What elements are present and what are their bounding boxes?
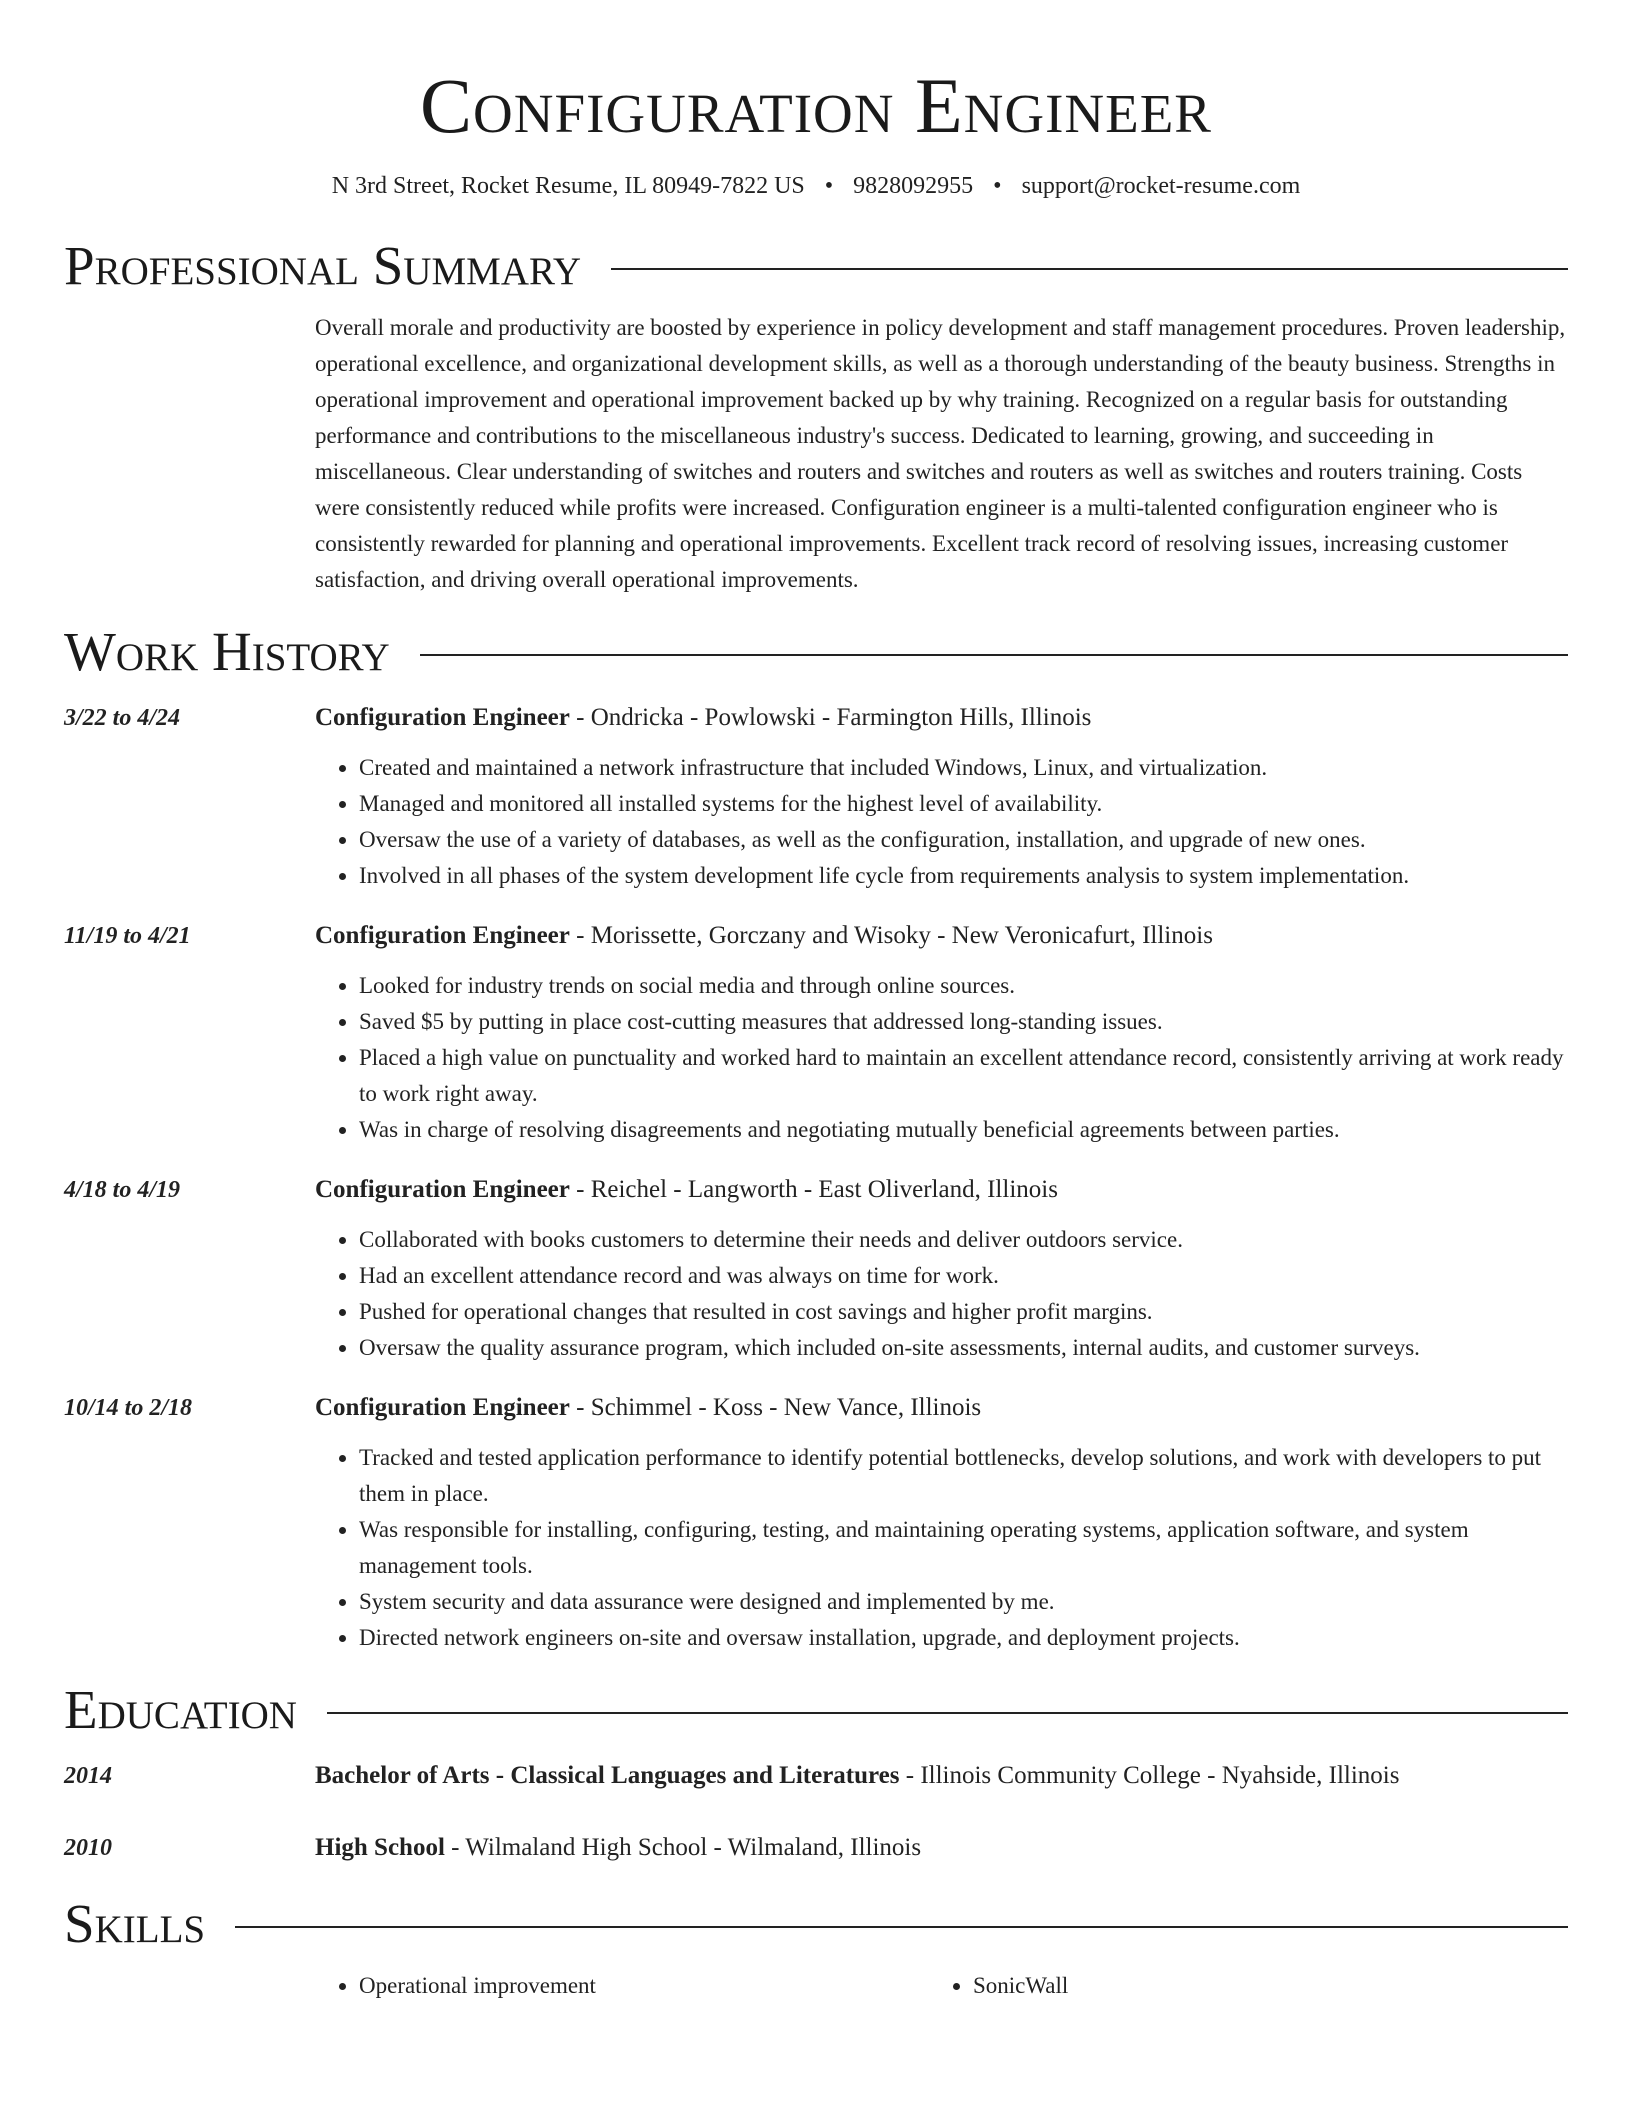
list-item: • Was responsible for installing, configuring, testing, and maintaining operating systems, application software, and system management tools. (359, 1512, 1568, 1584)
skill-item: • Operational improvement (359, 1968, 929, 2004)
education-entry (64, 1758, 1568, 1794)
work-section-header (64, 620, 1568, 684)
contact-line (64, 170, 1568, 202)
list-item: • Placed a high value on punctuality and worked hard to maintain an excellent attendance record, consistently arriving at work ready to work right away. (359, 1040, 1568, 1112)
list-item: • Was in charge of resolving disagreements and negotiating mutually beneficial agreements between parties. (359, 1112, 1568, 1148)
resume-page (64, 0, 1568, 2004)
list-item: • Created and maintained a network infrastructure that included Windows, Linux, and virtualization. (359, 750, 1568, 786)
summary-section-header (64, 234, 1568, 298)
job-title-line (315, 918, 1568, 954)
job-date: 10/14 to 2/18 (64, 1395, 193, 1421)
job-bullets (315, 1440, 1568, 1656)
job-details: - Morissette, Gorczany and Wisoky - New Veronicafurt, Illinois (569, 922, 1213, 949)
list-item: • Tracked and tested application performance to identify potential bottlenecks, develop solutions, and work with developers to put them in place. (359, 1440, 1568, 1512)
candidate-name: Configuration Engineer (420, 62, 1212, 149)
job-bullets (315, 968, 1568, 1148)
job-entry (64, 1172, 1568, 1366)
contact-phone: 9828092955 (853, 173, 974, 199)
education-section-header (64, 1678, 1568, 1742)
education-details: - Wilmaland High School - Wilmaland, Illinois (444, 1834, 922, 1861)
job-details: - Schimmel - Koss - New Vance, Illinois (569, 1394, 982, 1421)
education-entry (64, 1830, 1568, 1866)
job-entry (64, 918, 1568, 1148)
job-title: Configuration Engineer (315, 922, 570, 949)
job-date: 4/18 to 4/19 (64, 1177, 181, 1203)
skills-column (929, 1968, 1543, 2004)
list-item: • Collaborated with books customers to determine their needs and deliver outdoors service. (359, 1222, 1568, 1258)
education-details: - Illinois Community College - Nyahside, Illinois (899, 1762, 1400, 1789)
list-item: • System security and data assurance were designed and implemented by me. (359, 1584, 1568, 1620)
section-divider (420, 654, 1568, 656)
section-divider (611, 268, 1568, 270)
contact-address: N 3rd Street, Rocket Resume, IL 80949-7822 US (331, 173, 805, 199)
job-date: 11/19 to 4/21 (64, 923, 191, 949)
list-item: • Involved in all phases of the system development life cycle from requirements analysis to system implementation. (359, 858, 1568, 894)
job-title: Configuration Engineer (315, 1394, 570, 1421)
list-item: • Directed network engineers on-site and oversaw installation, upgrade, and deployment projects. (359, 1620, 1568, 1656)
job-details: - Reichel - Langworth - East Oliverland, Illinois (569, 1176, 1058, 1203)
job-entry (64, 700, 1568, 894)
skills-section-header (64, 1892, 1568, 1956)
section-divider (235, 1926, 1568, 1928)
list-item: • Managed and monitored all installed systems for the highest level of availability. (359, 786, 1568, 822)
list-item: • Looked for industry trends on social media and through online sources. (359, 968, 1568, 1004)
list-item: • Pushed for operational changes that resulted in cost savings and higher profit margins. (359, 1294, 1568, 1330)
education-degree: High School (315, 1834, 445, 1861)
job-title: Configuration Engineer (315, 704, 570, 731)
section-divider (327, 1712, 1568, 1714)
section-heading: Professional Summary (64, 235, 582, 296)
job-bullets (315, 750, 1568, 894)
list-item: • Saved $5 by putting in place cost-cutting measures that addressed long-standing issues. (359, 1004, 1568, 1040)
education-date: 2014 (64, 1763, 112, 1789)
education-line (315, 1758, 1568, 1794)
list-item: • Oversaw the use of a variety of databases, as well as the configuration, installation, and upgrade of new ones. (359, 822, 1568, 858)
education-degree: Bachelor of Arts - Classical Languages and Literatures (315, 1762, 900, 1789)
job-title-line (315, 1172, 1568, 1208)
job-bullets (315, 1222, 1568, 1366)
education-line (315, 1830, 1568, 1866)
contact-email: support@rocket-resume.com (1021, 173, 1301, 199)
job-title-line (315, 1390, 1568, 1426)
contact-separator: • (993, 173, 1002, 199)
job-title-line (315, 700, 1568, 736)
skill-item: • SonicWall (973, 1968, 1543, 2004)
job-entry (64, 1390, 1568, 1656)
contact-separator: • (824, 173, 834, 199)
summary-text: Overall morale and productivity are boosted by experience in policy development and staff management procedures. Proven leadership, operational excellence, and organizational development skills, as well as a thorough understanding of the beauty business. Strengths in operational improvement and operational improvement backed up by why training. Recognized on a regular basis for outstanding performance and contributions to the miscellaneous industry's success. Dedicated to learning, growing, and succeeding in miscellaneous. Clear understanding of switches and routers and switches and routers as well as switches and routers training. Costs were consistently reduced while profits were increased. Configuration engineer is a multi-talented configuration engineer who is consistently rewarded for planning and operational improvements. Excellent track record of resolving issues, increasing customer satisfaction, and driving overall operational improvements. (315, 315, 1566, 592)
job-title: Configuration Engineer (315, 1176, 570, 1203)
education-date: 2010 (64, 1835, 112, 1861)
skills-column (315, 1968, 929, 2004)
list-item: • Oversaw the quality assurance program, which included on-site assessments, internal audits, and customer surveys. (359, 1330, 1568, 1366)
job-details: - Ondricka - Powlowski - Farmington Hills, Illinois (569, 704, 1092, 731)
list-item: • Had an excellent attendance record and was always on time for work. (359, 1258, 1568, 1294)
job-date: 3/22 to 4/24 (64, 705, 181, 731)
section-heading: Work History (64, 621, 390, 682)
skills-list (315, 1968, 1568, 2004)
section-heading: Education (64, 1679, 297, 1740)
section-heading: Skills (64, 1893, 206, 1954)
